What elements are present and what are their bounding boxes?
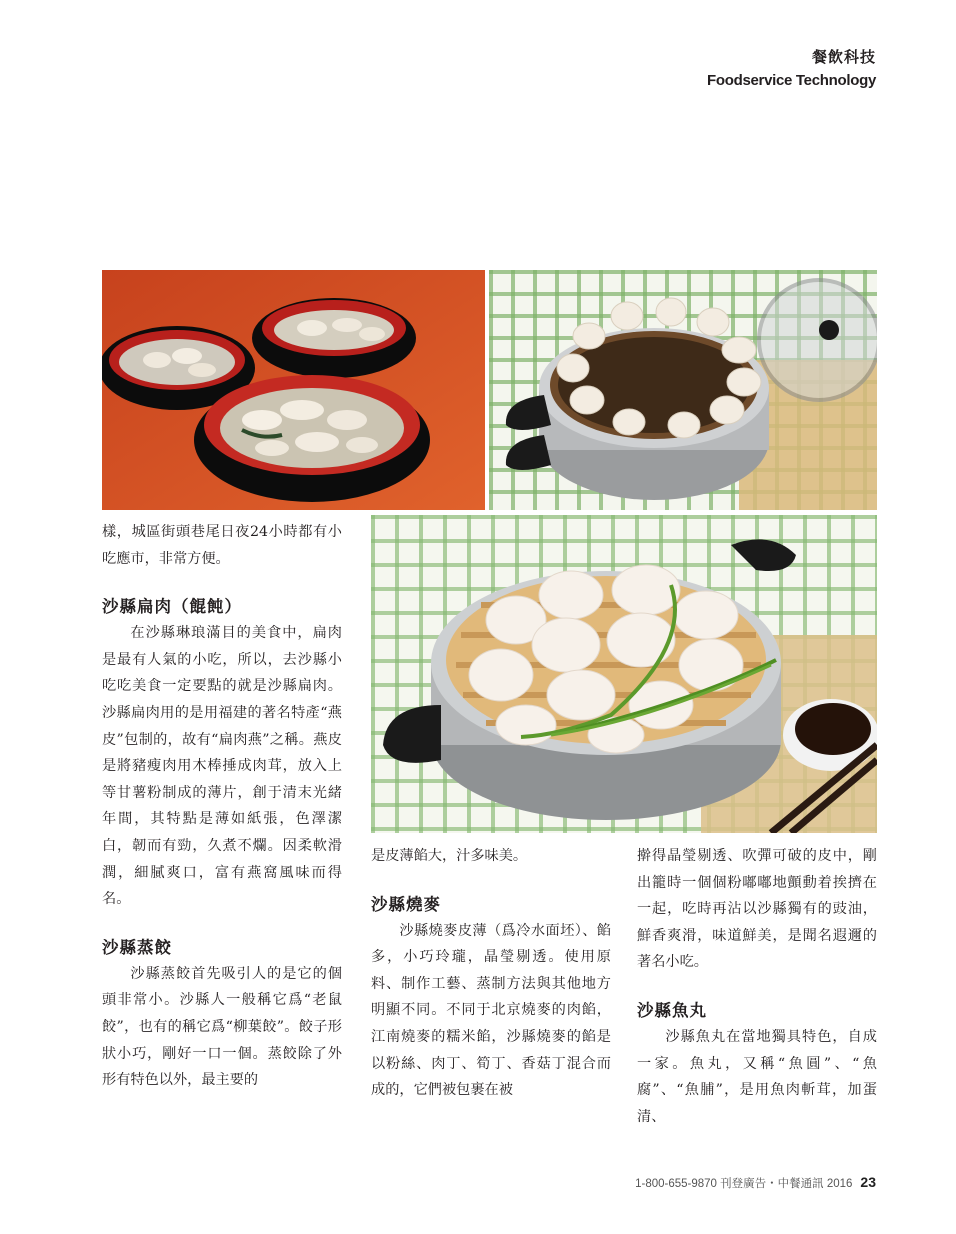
column-1 [102,519,342,1094]
footer-text: 1-800-655-9870 刊登廣告・中餐通訊 2016 [635,1178,853,1190]
column-2 [371,843,611,1104]
body-shaxian-zhengjiao: 沙縣蒸餃首先吸引人的是它的個頭非常小。沙縣人一般稱它爲“老鼠餃”，也有的稱它爲“柳葉餃”。餃子形狀小巧，剛好一口一個。蒸餃除了外形有特色以外，最主要的 [102,965,342,1089]
heading-shaxian-shaomai: 沙縣燒麥 [371,894,441,914]
page-number: 23 [860,1174,876,1190]
steamed-dumplings-steamer-photo [489,270,877,510]
wonton-bowls-photo [102,270,485,510]
body-shaxian-bianrou: 在沙縣琳琅滿目的美食中，扁肉是最有人氣的小吃，所以，去沙縣小吃吃美食一定要點的就是沙縣扁肉。沙縣扁肉用的是用福建的著名特產“燕皮”包制的，故有“扁肉燕”之稱。燕皮是將豬瘦肉用木棒捶成肉茸，放入上等甘薯粉制成的薄片，創于清末光緒年間，其特點是薄如紙張，色澤潔白，韌而有勁，久煮不爛。因柔軟滑潤，細膩爽口，富有燕窩風味而得名。 [102,625,342,908]
heading-shaxian-bianrou: 沙縣扁肉（餛飩） [102,597,242,617]
column-1-intro: 樣，城區街頭巷尾日夜24小時都有小吃應市，非常方便。 [102,524,342,567]
section-title-chinese: 餐飲科技 [811,48,876,66]
heading-shaxian-zhengjiao: 沙縣蒸餃 [102,937,172,957]
column-2-intro: 是皮薄餡大，汁多味美。 [371,848,528,864]
body-shaxian-yuwan: 沙縣魚丸在當地獨具特色，自成一家。魚丸，又稱“魚圓”、“魚腐”、“魚脯”，是用魚肉斬茸，加蛋清、 [637,1028,877,1125]
body-shaxian-shaomai: 沙縣燒麥皮薄（爲冷水面坯）、餡多，小巧玲瓏，晶瑩剔透。使用原料、制作工藝、蒸制方法與其他地方明顯不同。不同于北京燒麥的肉餡，江南燒麥的糯米餡，沙縣燒麥的餡是以粉絲、肉丁、筍丁、香菇丁混合而成的，它們被包裹在被 [371,922,611,1099]
column-3 [637,843,877,1130]
shaomai-steamer-photo [371,515,877,833]
section-title-english: Foodservice Technology [707,72,876,89]
page-footer [635,1174,876,1191]
column-3-intro: 擀得晶瑩剔透、吹彈可破的皮中，剛出籠時一個個粉嘟嘟地顫動着挨擠在一起，吃時再沾以沙縣獨有的豉油，鮮香爽滑，味道鮮美，是聞名遐邇的著名小吃。 [637,848,877,971]
heading-shaxian-yuwan: 沙縣魚丸 [637,1000,707,1020]
